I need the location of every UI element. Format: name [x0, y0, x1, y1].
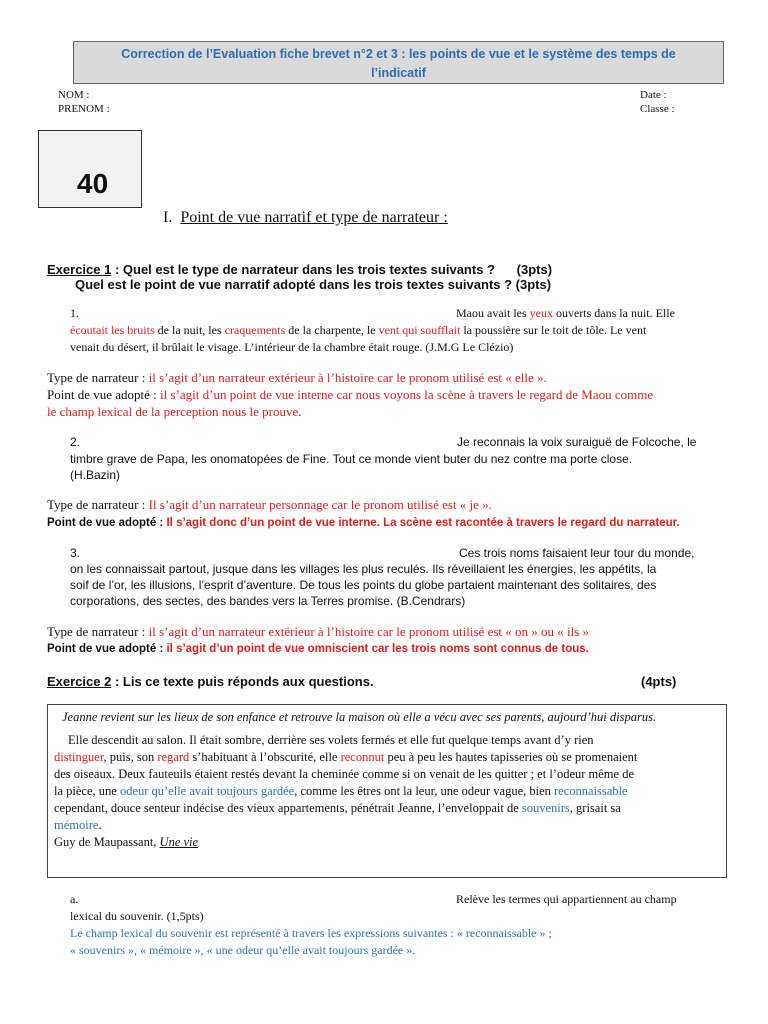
answer3-pdv: Point de vue adopté : il s’agit d’un point de vue omniscient car les trois noms sont connus de tous.: [47, 643, 589, 655]
text2-line3: (H.Bazin): [70, 468, 121, 482]
qa-answer2: « souvenirs », « mémoire », « une odeur qu’elle avait toujours gardée ».: [70, 943, 416, 957]
answer1-type: Type de narrateur : il s’agit d’un narrateur extérieur à l’histoire car le pronom utilisé est « elle ».: [47, 370, 547, 385]
quote-line2: distinguer, puis, son regard s’habituant à l’obscurité, elle reconnut peu à peu les hautes tapisseries où se promenaient: [54, 750, 638, 764]
qa-line1: Relève les termes qui appartiennent au champ: [456, 892, 677, 906]
section-heading: Point de vue narratif et type de narrateur :: [180, 209, 448, 226]
text1-line1: Maou avait les yeux ouverts dans la nuit. Elle: [456, 306, 675, 320]
quote-author: Guy de Maupassant, Une vie: [54, 835, 199, 849]
header-title-line1: Correction de l’Evaluation fiche brevet n°2 et 3 : les points de vue et le système des temps de: [121, 47, 676, 61]
text2-line1: Je reconnais la voix suraiguë de Folcoche, le: [457, 435, 697, 449]
text3-line1: Ces trois noms faisaient leur tour du monde,: [459, 546, 695, 560]
qa-line2: lexical du souvenir. (1,5pts): [70, 909, 204, 923]
quote-line4: la pièce, une odeur qu’elle avait toujours gardée, comme les êtres ont la leur, une odeur vague, bien reconnaissable: [54, 784, 628, 798]
quote-line3: des oiseaux. Deux fauteuils étaient restés devant la cheminée comme si on venait de les quitter ; et l’odeur même de: [54, 767, 635, 781]
ex2-points: (4pts): [641, 674, 677, 689]
qa-answer1: Le champ lexical du souvenir est représenté à travers les expressions suivantes : « reconnaissable » ;: [70, 926, 552, 940]
quote-line5: cependant, douce senteur indécise des vieux appartements, pénétrait Jeanne, l’enveloppait de souvenirs, grisait sa: [54, 801, 621, 815]
score-value: 40: [77, 168, 109, 199]
quote-work: Une vie: [159, 835, 199, 849]
answer3-type: Type de narrateur : il s’agit d’un narrateur extérieur à l’histoire car le pronom utilisé est « on » ou « ils »: [47, 624, 590, 639]
text2-number: 2.: [70, 435, 81, 449]
quote-intro: Jeanne revient sur les lieux de son enfance et retrouve la maison où elle a vécu avec ses parents, aujourd’hui disparus.: [62, 710, 657, 724]
ex1-question1: Exercice 1 : Quel est le type de narrateur dans les trois textes suivants ? (3pts): [47, 262, 553, 277]
text3-line3: soif de l’or, les illusions, l’esprit d’aventure. De tous les points du globe partaient maintenant des solitaires, des: [70, 578, 657, 592]
text3-line2: on les connaissait partout, jusque dans les villages les plus reculés. Ils réveillaient les énergies, les appétits, la: [70, 562, 657, 576]
text1-line3: venait du désert, il brûlait le visage. L’intérieur de la chambre était rouge. (J.M.G Le Clézio): [70, 340, 514, 354]
answer1-pdv-cont: le champ lexical de la perception nous le prouve.: [47, 404, 302, 419]
answer2-type: Type de narrateur : Il s’agit d’un narrateur personnage car le pronom utilisé est « je ».: [47, 497, 492, 512]
quote-box: [47, 704, 727, 878]
quote-line1: Elle descendit au salon. Il était sombre, derrière ses volets fermés et elle fut quelque temps avant d’y rien: [68, 733, 594, 747]
text2-line2: timbre grave de Papa, les onomatopées de Fine. Tout ce monde vient buter du nez contre ma porte close.: [70, 452, 633, 466]
answer1-pdv: Point de vue adopté : il s’agit d’un point de vue interne car nous voyons la scène à travers le regard de Maou comme: [47, 387, 654, 402]
nom-label: NOM :: [58, 89, 90, 101]
qa-number: a.: [70, 892, 79, 906]
header-title-box: [73, 41, 724, 84]
text1-line2: écoutait les bruits de la nuit, les craquements de la charpente, le vent qui soufflait la poussière sur le toit de tôle. Le vent: [70, 323, 647, 337]
section-number: I.: [163, 209, 173, 226]
section-title: [163, 209, 448, 227]
text3-line4: corporations, des sectes, des bandes vers la Terres promise. (B.Cendrars): [70, 594, 466, 608]
header-title-line2: l’indicatif: [371, 66, 426, 80]
date-label: Date :: [640, 89, 667, 101]
ex2-question: Exercice 2 : Lis ce texte puis réponds aux questions.: [47, 674, 374, 689]
text3-number: 3.: [70, 546, 81, 560]
quote-line6: mémoire.: [54, 818, 102, 832]
ex1-question2: Quel est le point de vue narratif adopté dans les trois textes suivants ? (3pts): [75, 277, 552, 292]
text1-number: 1.: [70, 306, 79, 320]
ex1-label: Exercice 1: [47, 262, 112, 277]
ex1-points: (3pts): [516, 262, 553, 277]
answer2-pdv: Point de vue adopté : Il s’agit donc d’un point de vue interne. La scène est racontée à travers le regard du narrateur.: [47, 517, 680, 529]
classe-label: Classe :: [640, 103, 675, 115]
prenom-label: PRENOM :: [58, 103, 110, 115]
ex2-label: Exercice 2: [47, 674, 112, 689]
